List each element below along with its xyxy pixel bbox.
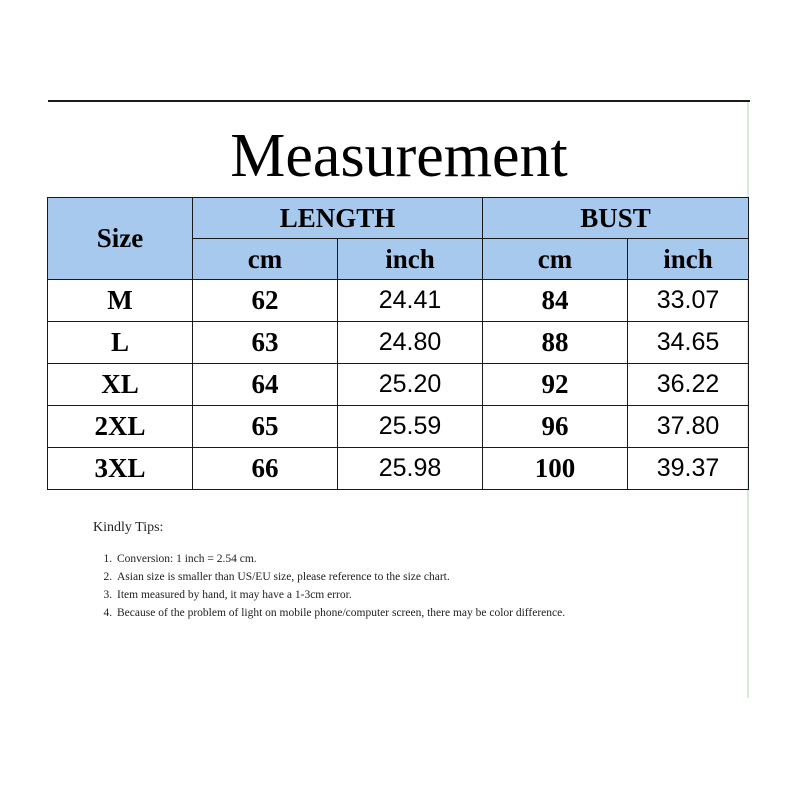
size-cell: 3XL [48, 448, 193, 490]
bust-inch-cell: 37.80 [628, 406, 749, 448]
bust-inch-header: inch [628, 239, 749, 280]
size-header: Size [48, 198, 193, 280]
kindly-tips [93, 520, 653, 622]
length-inch-cell: 24.41 [338, 280, 483, 322]
top-rule [48, 100, 750, 102]
bust-cm-cell: 84 [483, 280, 628, 322]
bust-cm-cell: 92 [483, 364, 628, 406]
size-cell: L [48, 322, 193, 364]
bust-inch-cell: 36.22 [628, 364, 749, 406]
size-cell: 2XL [48, 406, 193, 448]
length-inch-cell: 25.59 [338, 406, 483, 448]
size-chart-table [47, 197, 749, 490]
tip-item: 3. Item measured by hand, it may have a 1-3cm error. [115, 586, 653, 604]
length-cm-cell: 66 [193, 448, 338, 490]
length-cm-cell: 65 [193, 406, 338, 448]
length-inch-cell: 25.98 [338, 448, 483, 490]
tip-item: 2. Asian size is smaller than US/EU size, please reference to the size chart. [115, 568, 653, 586]
bust-inch-cell: 34.65 [628, 322, 749, 364]
length-inch-cell: 24.80 [338, 322, 483, 364]
length-inch-cell: 25.20 [338, 364, 483, 406]
length-cm-header: cm [193, 239, 338, 280]
tips-list [93, 550, 653, 622]
table-header-row [48, 198, 749, 239]
bust-cm-header: cm [483, 239, 628, 280]
table-row [48, 322, 749, 364]
length-inch-header: inch [338, 239, 483, 280]
tips-title: Kindly Tips: [93, 520, 164, 535]
page-title: Measurement [230, 122, 568, 190]
table-row [48, 448, 749, 490]
table-row [48, 280, 749, 322]
bust-cm-cell: 96 [483, 406, 628, 448]
table-row [48, 364, 749, 406]
length-cm-cell: 62 [193, 280, 338, 322]
bust-inch-cell: 33.07 [628, 280, 749, 322]
length-cm-cell: 63 [193, 322, 338, 364]
length-cm-cell: 64 [193, 364, 338, 406]
table-row [48, 406, 749, 448]
size-cell: M [48, 280, 193, 322]
tip-item: 4. Because of the problem of light on mobile phone/computer screen, there may be color difference. [115, 604, 653, 622]
size-cell: XL [48, 364, 193, 406]
tip-item: 1. Conversion: 1 inch = 2.54 cm. [115, 550, 653, 568]
bust-cm-cell: 88 [483, 322, 628, 364]
bust-inch-cell: 39.37 [628, 448, 749, 490]
bust-header: BUST [483, 198, 749, 239]
length-header: LENGTH [193, 198, 483, 239]
bust-cm-cell: 100 [483, 448, 628, 490]
